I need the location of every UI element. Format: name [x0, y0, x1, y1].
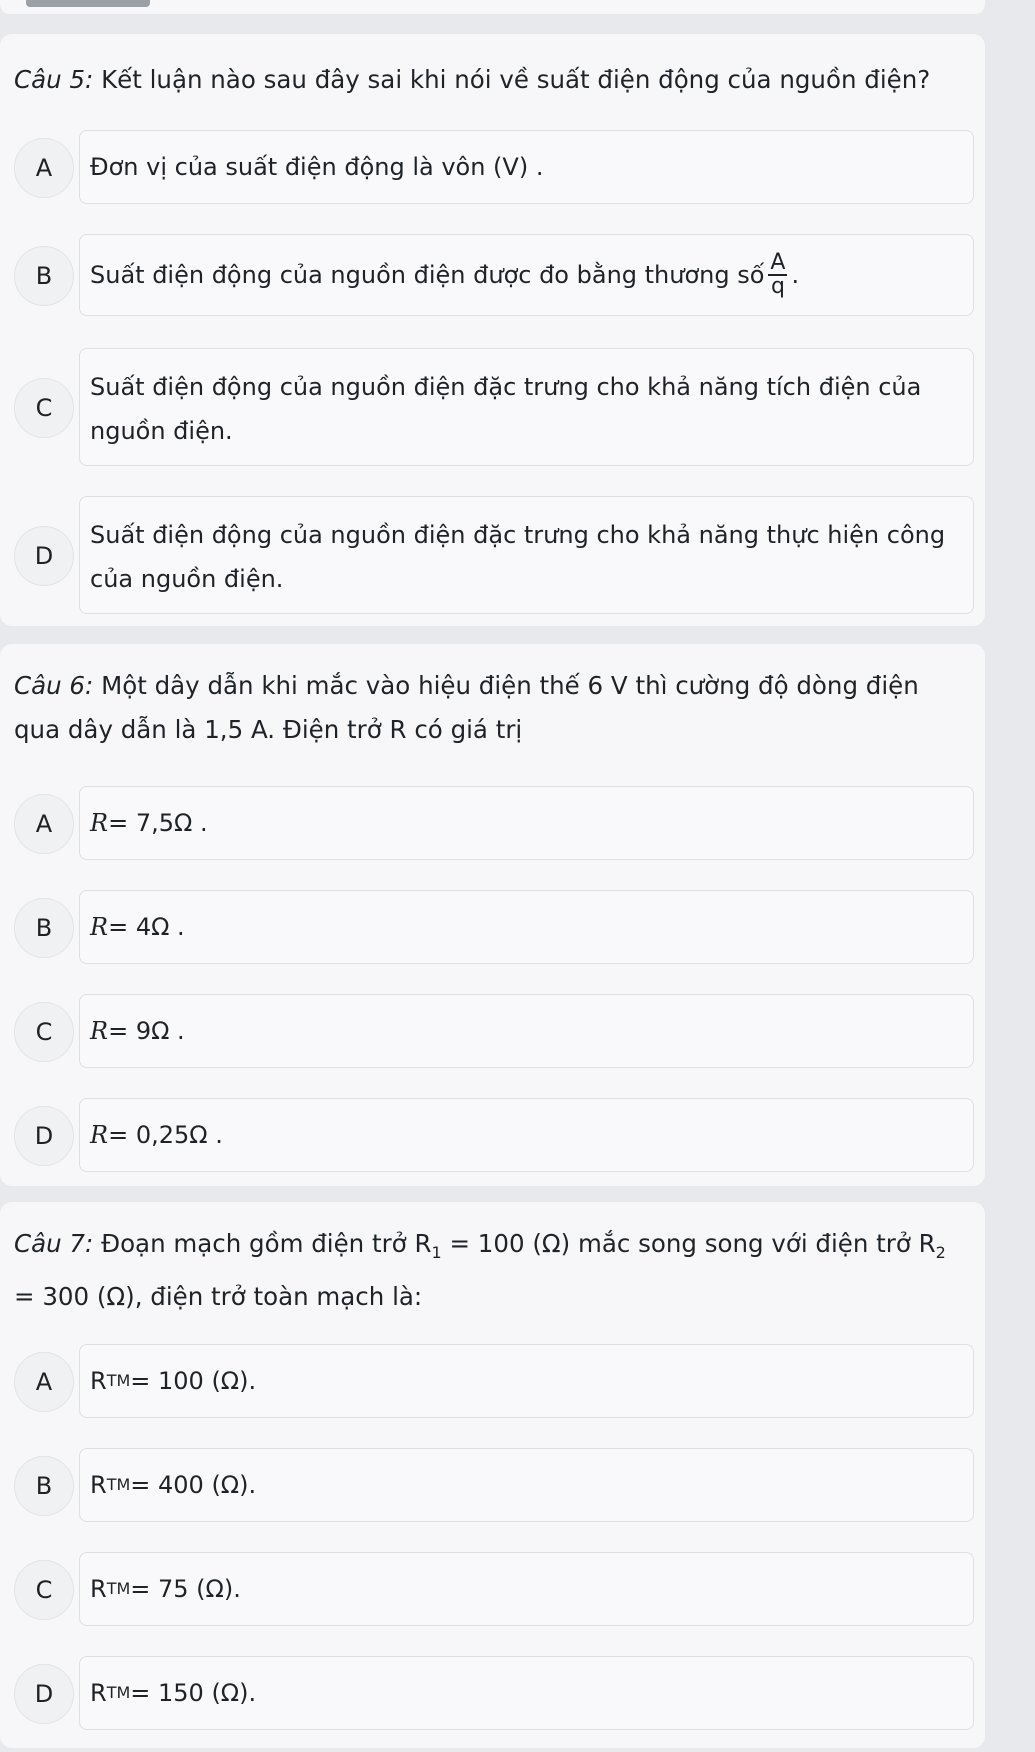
- scroll-thumb[interactable]: [26, 0, 150, 7]
- option-text: [79, 994, 974, 1068]
- math-variable: R: [90, 913, 109, 941]
- option-text: Suất điện động của nguồn điện đặc trưng cho khả năng tích điện của nguồn điện.: [79, 348, 974, 466]
- option-value: = 75 (Ω).: [130, 1575, 241, 1603]
- option-text: [79, 1344, 974, 1418]
- option-d[interactable]: [14, 496, 974, 614]
- math-variable: R: [90, 809, 109, 837]
- question-text: Một dây dẫn khi mắc vào hiệu điện thế 6 V thì cường độ dòng điện qua dây dẫn là 1,5 A. Điện trở R có giá trị: [14, 671, 919, 744]
- question-title: [14, 58, 965, 102]
- option-a[interactable]: [14, 1344, 974, 1418]
- option-letter: B: [14, 1456, 74, 1516]
- fraction: [768, 252, 787, 298]
- option-d[interactable]: [14, 1098, 974, 1172]
- option-letter: C: [14, 378, 74, 438]
- option-text-suffix: .: [791, 261, 800, 289]
- option-text: [79, 1448, 974, 1522]
- question-number: Câu 7:: [14, 1229, 94, 1258]
- option-letter: C: [14, 1002, 74, 1062]
- option-text: Đơn vị của suất điện động là vôn (V) .: [79, 130, 974, 204]
- subscript: TM: [106, 1579, 131, 1598]
- option-letter: A: [14, 794, 74, 854]
- question-number: Câu 5:: [14, 65, 94, 94]
- option-value: = 4Ω .: [108, 913, 185, 941]
- option-text: [79, 1656, 974, 1730]
- option-value: = 400 (Ω).: [130, 1471, 257, 1499]
- question-card-6: [0, 644, 985, 1186]
- math-variable: R: [90, 1017, 109, 1045]
- question-card-7: [0, 1202, 985, 1748]
- option-text: [79, 1098, 974, 1172]
- subscript: TM: [106, 1371, 131, 1390]
- option-value: = 9Ω .: [108, 1017, 185, 1045]
- option-letter: D: [14, 526, 74, 586]
- symbol-base: R: [90, 1367, 107, 1395]
- option-value: = 150 (Ω).: [130, 1679, 257, 1707]
- symbol-base: R: [90, 1679, 107, 1707]
- option-text: [79, 234, 974, 316]
- question-text-part-a: Đoạn mạch gồm điện trở R: [101, 1229, 432, 1258]
- question-number: Câu 6:: [14, 671, 94, 700]
- option-letter: D: [14, 1106, 74, 1166]
- option-d[interactable]: [14, 1656, 974, 1730]
- question-title: [14, 1222, 965, 1319]
- option-value: = 100 (Ω).: [130, 1367, 257, 1395]
- question-text-part-c: = 300 (Ω), điện trở toàn mạch là:: [14, 1281, 423, 1311]
- option-c[interactable]: [14, 994, 974, 1068]
- option-b[interactable]: [14, 890, 974, 964]
- math-variable: R: [90, 1121, 109, 1149]
- fraction-denominator: q: [770, 274, 785, 299]
- question-text: Kết luận nào sau đây sai khi nói về suất điện động của nguồn điện?: [101, 65, 931, 94]
- option-value: = 7,5Ω .: [108, 809, 208, 837]
- symbol-base: R: [90, 1575, 107, 1603]
- option-a[interactable]: [14, 130, 974, 204]
- question-title: [14, 664, 965, 752]
- option-text: Suất điện động của nguồn điện đặc trưng cho khả năng thực hiện công của nguồn điện.: [79, 496, 974, 614]
- option-letter: A: [14, 138, 74, 198]
- question-card-5: [0, 34, 985, 626]
- option-b[interactable]: [14, 1448, 974, 1522]
- option-letter: C: [14, 1560, 74, 1620]
- subscript: TM: [106, 1683, 131, 1702]
- option-c[interactable]: [14, 1552, 974, 1626]
- option-text: [79, 1552, 974, 1626]
- option-text: [79, 786, 974, 860]
- subscript: 1: [431, 1242, 442, 1262]
- question-text-part-b: = 100 (Ω) mắc song song với điện trở R: [441, 1229, 936, 1258]
- option-letter: B: [14, 246, 74, 306]
- fraction-numerator: A: [770, 250, 786, 275]
- top-edge: [0, 0, 1035, 20]
- option-value: = 0,25Ω .: [108, 1121, 223, 1149]
- option-letter: D: [14, 1664, 74, 1724]
- option-text-main: Suất điện động của nguồn điện được đo bằng thương số: [90, 261, 765, 289]
- option-letter: B: [14, 898, 74, 958]
- symbol-base: R: [90, 1471, 107, 1499]
- option-a[interactable]: [14, 786, 974, 860]
- option-c[interactable]: [14, 348, 974, 466]
- option-letter: A: [14, 1352, 74, 1412]
- scrollbar-track[interactable]: [1007, 0, 1035, 1752]
- subscript: 2: [935, 1242, 946, 1262]
- option-b[interactable]: [14, 234, 974, 316]
- subscript: TM: [106, 1475, 131, 1494]
- option-text: [79, 890, 974, 964]
